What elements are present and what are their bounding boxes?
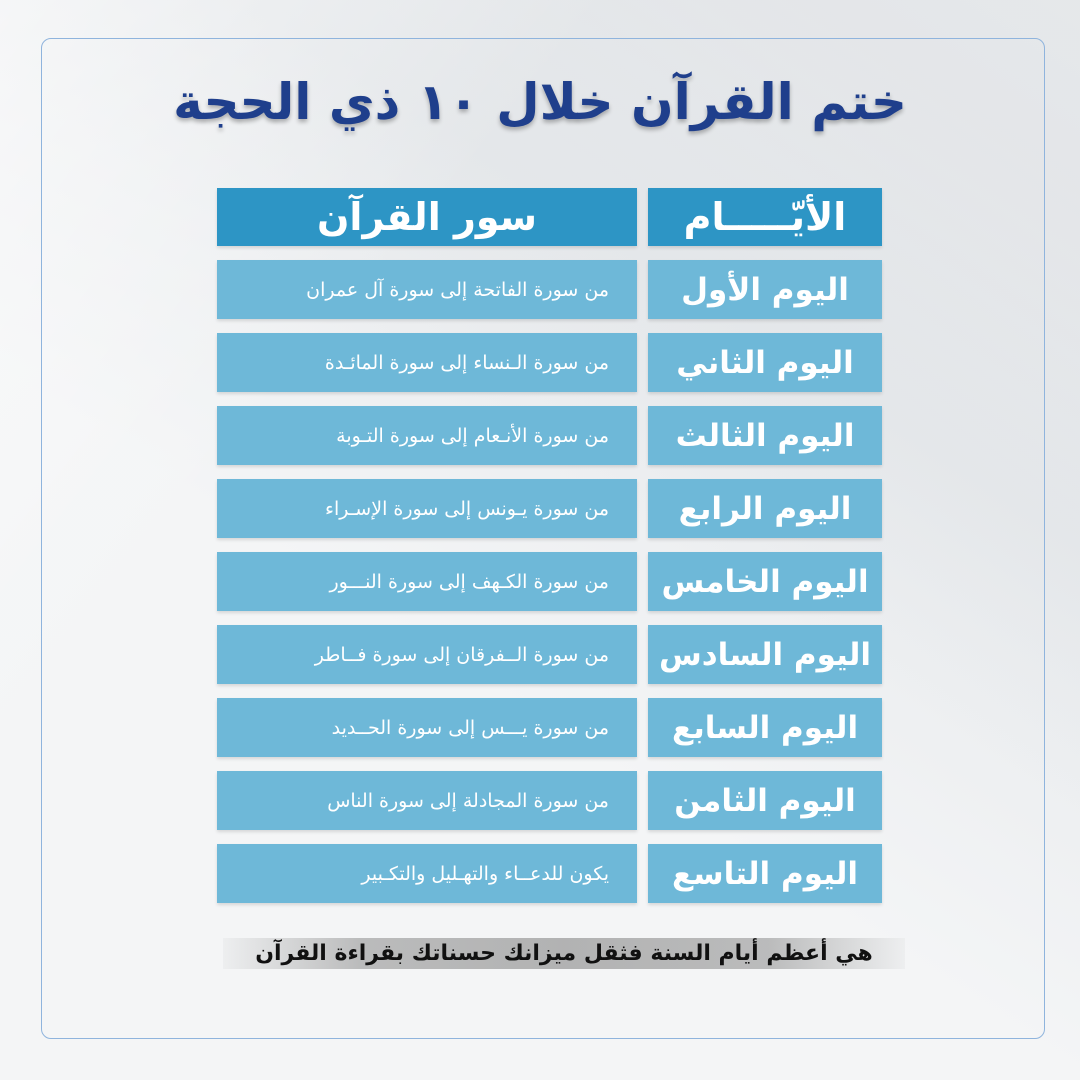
table-row xyxy=(217,771,882,830)
table-header-row xyxy=(217,188,882,246)
table-row xyxy=(217,260,882,319)
day-cell: اليوم الثاني xyxy=(648,333,882,392)
day-cell: اليوم السابع xyxy=(648,698,882,757)
table-row xyxy=(217,625,882,684)
day-cell: اليوم الثامن xyxy=(648,771,882,830)
day-cell: اليوم الثالث xyxy=(648,406,882,465)
surah-range-cell: يكون للدعــاء والتهـليل والتكـبير xyxy=(217,844,637,903)
surah-range-cell: من سورة الفاتحة إلى سورة آل عمران xyxy=(217,260,637,319)
table-row xyxy=(217,406,882,465)
table-row xyxy=(217,333,882,392)
surah-range-cell: من سورة الكـهف إلى سورة النـــور xyxy=(217,552,637,611)
day-cell: اليوم التاسع xyxy=(648,844,882,903)
header-surahs: سور القرآن xyxy=(217,188,637,246)
table-row xyxy=(217,844,882,903)
surah-range-cell: من سورة المجادلة إلى سورة الناس xyxy=(217,771,637,830)
surah-range-cell: من سورة الأنـعام إلى سورة التـوبة xyxy=(217,406,637,465)
day-cell: اليوم الخامس xyxy=(648,552,882,611)
footer-caption: هي أعظم أيام السنة فثقل ميزانك حسناتك بقراءة القرآن xyxy=(223,938,905,969)
schedule-table xyxy=(217,188,882,903)
day-cell: اليوم الرابع xyxy=(648,479,882,538)
day-cell: اليوم الأول xyxy=(648,260,882,319)
surah-range-cell: من سورة يـونس إلى سورة الإسـراء xyxy=(217,479,637,538)
page-title: ختم القرآن خلال ١٠ ذي الحجة xyxy=(173,73,907,131)
surah-range-cell: من سورة الــفرقان إلى سورة فــاطر xyxy=(217,625,637,684)
table-row xyxy=(217,479,882,538)
surah-range-cell: من سورة يـــس إلى سورة الحــديد xyxy=(217,698,637,757)
surah-range-cell: من سورة الـنساء إلى سورة المائـدة xyxy=(217,333,637,392)
table-row xyxy=(217,552,882,611)
header-days: الأيّـــــام xyxy=(648,188,882,246)
table-row xyxy=(217,698,882,757)
day-cell: اليوم السادس xyxy=(648,625,882,684)
